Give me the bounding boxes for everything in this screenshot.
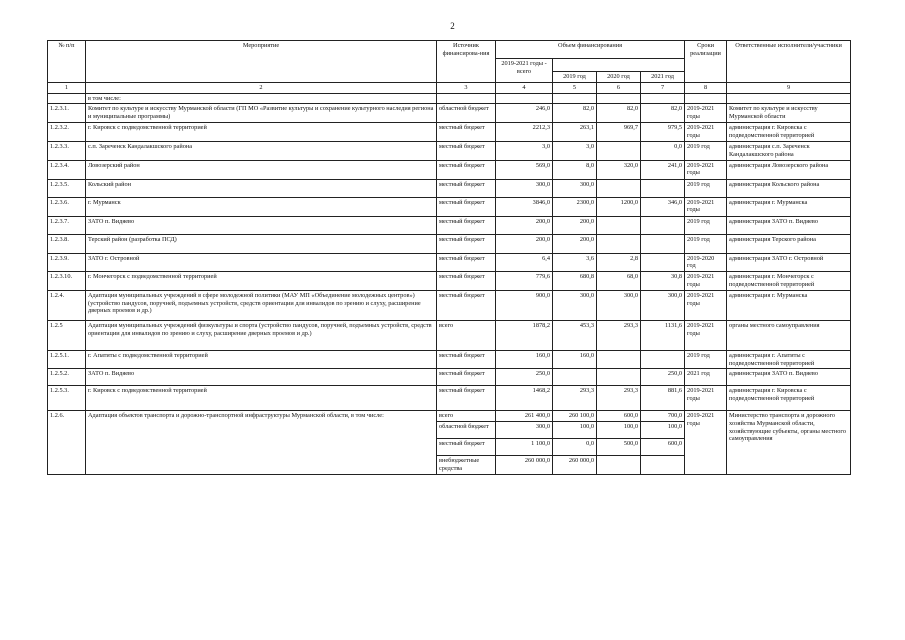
year-2020-cell: [597, 216, 641, 234]
event-cell: ЗАТО п. Видяево: [86, 216, 437, 234]
table-row: [48, 321, 851, 351]
intro-text: в том числе:: [86, 93, 437, 104]
terms-cell: 2019-2020 год: [685, 253, 727, 271]
terms-cell: 2019-2021 годы: [685, 197, 727, 216]
total-cell: 260 000,0: [496, 456, 553, 474]
total-cell: 300,0: [496, 422, 553, 439]
year-2021-cell: [641, 216, 685, 234]
num-cell: 1.2.5.3.: [48, 386, 86, 411]
source-cell: местный бюджет: [437, 386, 496, 411]
year-2019-cell: 3,6: [553, 253, 597, 271]
year-2021-cell: [641, 351, 685, 369]
year-2019-cell: 300,0: [553, 179, 597, 197]
table-row: [48, 291, 851, 321]
event-cell: г. Апатиты с подведомственной территорией: [86, 351, 437, 369]
event-cell: г. Кировск с подведомственной территорией: [86, 123, 437, 142]
terms-cell: 2019 год: [685, 216, 727, 234]
year-2021-cell: 82,0: [641, 104, 685, 123]
year-2021-cell: 300,0: [641, 291, 685, 321]
year-2020-cell: 2,8: [597, 253, 641, 271]
source-cell: местный бюджет: [437, 291, 496, 321]
year-2019-cell: 82,0: [553, 104, 597, 123]
source-cell: местный бюджет: [437, 179, 496, 197]
responsible-cell: администрация г. Кировска с подведомственной территорией: [727, 123, 851, 142]
table-row: [48, 160, 851, 179]
year-2020-cell: [597, 351, 641, 369]
year-2019-cell: 200,0: [553, 216, 597, 234]
colnum: 3: [437, 83, 496, 94]
total-cell: 3846,0: [496, 197, 553, 216]
source-cell: местный бюджет: [437, 272, 496, 291]
event-cell: Терский район (разработка ПСД): [86, 234, 437, 253]
table-row: [48, 216, 851, 234]
year-2019-cell: 453,3: [553, 321, 597, 351]
terms-cell: 2019-2021 годы: [685, 272, 727, 291]
responsible-cell: администрация Терского района: [727, 234, 851, 253]
event-cell: Адаптация муниципальных учреждений в сфере молодежной политики (МАУ МП «Объединение молодежных центров») (устройство пандусов, поручней, подъемных устройств, средств ориентации для инвалидов по зрению и слуху, расширение дверных проемов и др.): [86, 291, 437, 321]
num-cell: 1.2.3.6.: [48, 197, 86, 216]
responsible-cell: Комитет по культуре и искусству Мурманской области: [727, 104, 851, 123]
table-row: [48, 142, 851, 160]
year-2019-cell: 0,0: [553, 439, 597, 456]
year-2021-cell: 241,0: [641, 160, 685, 179]
year-2019-cell: 260 100,0: [553, 411, 597, 422]
responsible-cell: администрация г. Кировска с подведомственной территорией: [727, 386, 851, 411]
num-cell: 1.2.3.7.: [48, 216, 86, 234]
source-cell: местный бюджет: [437, 369, 496, 386]
financing-table: [47, 40, 851, 475]
event-cell: г. Кировск с подведомственной территорией: [86, 386, 437, 411]
event-cell: Ловозерский район: [86, 160, 437, 179]
terms-cell: 2019-2021 годы: [685, 160, 727, 179]
year-2021-cell: 1131,6: [641, 321, 685, 351]
colnum: 4: [496, 83, 553, 94]
source-cell: местный бюджет: [437, 216, 496, 234]
event-cell: Комитет по культуре и искусству Мурманской области (ГП МО «Развитие культуры и сохранение культурного наследия региона и муниципальные программы): [86, 104, 437, 123]
num-cell: 1.2.3.5.: [48, 179, 86, 197]
source-cell: областной бюджет: [437, 422, 496, 439]
total-cell: 261 400,0: [496, 411, 553, 422]
num-cell: 1.2.3.8.: [48, 234, 86, 253]
event-cell: Адаптация объектов транспорта и дорожно-транспортной инфраструктуры Мурманской области, в том числе:: [86, 411, 437, 474]
total-cell: 3,0: [496, 142, 553, 160]
source-cell: внебюджетные средства: [437, 456, 496, 474]
header-year-2019: 2019 год: [553, 72, 597, 83]
year-2020-cell: 969,7: [597, 123, 641, 142]
total-cell: 1468,2: [496, 386, 553, 411]
source-cell: местный бюджет: [437, 253, 496, 271]
year-2020-cell: [597, 142, 641, 160]
terms-cell: 2019-2021 годы: [685, 411, 727, 474]
responsible-cell: администрация Ловозерского района: [727, 160, 851, 179]
num-cell: 1.2.3.1.: [48, 104, 86, 123]
year-2020-cell: [597, 234, 641, 253]
responsible-cell: администрация ЗАТО г. Островной: [727, 253, 851, 271]
num-cell: 1.2.5.1.: [48, 351, 86, 369]
table-row: [48, 351, 851, 369]
num-cell: 1.2.5.2.: [48, 369, 86, 386]
event-cell: с.п. Зареченск Кандалакшского района: [86, 142, 437, 160]
year-2021-cell: [641, 234, 685, 253]
responsible-cell: администрация г. Мурманска: [727, 291, 851, 321]
source-cell: областной бюджет: [437, 104, 496, 123]
year-2021-cell: 30,8: [641, 272, 685, 291]
year-2019-cell: 263,1: [553, 123, 597, 142]
responsible-cell: Министерство транспорта и дорожного хозяйства Мурманской области, хозяйствующие субъекты, органы местного самоуправления: [727, 411, 851, 474]
header-year-2021: 2021 год: [641, 72, 685, 83]
event-cell: г. Мурманск: [86, 197, 437, 216]
year-2019-cell: 260 000,0: [553, 456, 597, 474]
responsible-cell: администрация г. Апатиты с подведомственной территорией: [727, 351, 851, 369]
colnum: 9: [727, 83, 851, 94]
responsible-cell: администрация ЗАТО п. Видяево: [727, 216, 851, 234]
terms-cell: 2019 год: [685, 142, 727, 160]
terms-cell: 2019-2021 годы: [685, 386, 727, 411]
total-cell: 1 100,0: [496, 439, 553, 456]
year-2020-cell: 293,3: [597, 386, 641, 411]
year-2020-cell: 100,0: [597, 422, 641, 439]
year-2019-cell: 680,8: [553, 272, 597, 291]
year-2021-cell: 979,5: [641, 123, 685, 142]
total-cell: 2212,3: [496, 123, 553, 142]
source-cell: местный бюджет: [437, 197, 496, 216]
terms-cell: 2019 год: [685, 351, 727, 369]
responsible-cell: администрация с.п. Зареченск Кандалакшского района: [727, 142, 851, 160]
header-years-spacer: [553, 59, 685, 72]
num-cell: 1.2.3.4.: [48, 160, 86, 179]
year-2021-cell: 250,0: [641, 369, 685, 386]
num-cell: 1.2.3.9.: [48, 253, 86, 271]
year-2020-cell: [597, 456, 641, 474]
source-cell: местный бюджет: [437, 439, 496, 456]
year-2021-cell: [641, 456, 685, 474]
num-cell: 1.2.6.: [48, 411, 86, 474]
table-row: [48, 386, 851, 411]
table-row: [48, 123, 851, 142]
responsible-cell: администрация г. Мончегорск с подведомственной территорией: [727, 272, 851, 291]
colnum: 8: [685, 83, 727, 94]
source-cell: местный бюджет: [437, 123, 496, 142]
year-2020-cell: 300,0: [597, 291, 641, 321]
table-row: [48, 253, 851, 271]
year-2019-cell: 8,0: [553, 160, 597, 179]
total-cell: 160,0: [496, 351, 553, 369]
source-cell: местный бюджет: [437, 160, 496, 179]
event-cell: ЗАТО п. Видяево: [86, 369, 437, 386]
year-2021-cell: [641, 253, 685, 271]
num-cell: 1.2.3.3.: [48, 142, 86, 160]
year-2020-cell: [597, 369, 641, 386]
total-cell: 200,0: [496, 216, 553, 234]
year-2021-cell: 0,0: [641, 142, 685, 160]
header-source: Источник финансирова-ния: [437, 41, 496, 83]
total-cell: 300,0: [496, 179, 553, 197]
event-cell: ЗАТО г. Островной: [86, 253, 437, 271]
year-2020-cell: 600,0: [597, 411, 641, 422]
total-cell: 900,0: [496, 291, 553, 321]
num-cell: 1.2.5: [48, 321, 86, 351]
year-2021-cell: 100,0: [641, 422, 685, 439]
year-2019-cell: 2300,0: [553, 197, 597, 216]
year-2021-cell: 700,0: [641, 411, 685, 422]
year-2019-cell: 300,0: [553, 291, 597, 321]
table-row: [48, 234, 851, 253]
event-cell: Адаптация муниципальных учреждений физкультуры и спорта (устройство пандусов, поручней, подъемных устройств, средств ориентации для инвалидов по зрению и слуху, расширение дверных проемов и др.): [86, 321, 437, 351]
table-row: [48, 369, 851, 386]
event-cell: Кольский район: [86, 179, 437, 197]
responsible-cell: администрация ЗАТО п. Видяево: [727, 369, 851, 386]
year-2021-cell: [641, 179, 685, 197]
total-cell: 246,0: [496, 104, 553, 123]
year-2019-cell: 160,0: [553, 351, 597, 369]
terms-cell: 2019-2021 годы: [685, 291, 727, 321]
responsible-cell: администрация г. Мурманска: [727, 197, 851, 216]
num-cell: 1.2.3.10.: [48, 272, 86, 291]
terms-cell: 2019-2021 годы: [685, 104, 727, 123]
table-row: [48, 272, 851, 291]
total-cell: 200,0: [496, 234, 553, 253]
intro-row: [48, 93, 851, 104]
header-year-2020: 2020 год: [597, 72, 641, 83]
year-2020-cell: 293,3: [597, 321, 641, 351]
year-2019-cell: [553, 369, 597, 386]
header-row: [48, 41, 851, 59]
terms-cell: 2019 год: [685, 234, 727, 253]
total-cell: 569,0: [496, 160, 553, 179]
source-cell: местный бюджет: [437, 351, 496, 369]
page-number: 2: [450, 21, 455, 31]
total-cell: 1878,2: [496, 321, 553, 351]
year-2019-cell: 100,0: [553, 422, 597, 439]
table-row: [48, 104, 851, 123]
year-2020-cell: 500,0: [597, 439, 641, 456]
header-total: 2019-2021 годы - всего: [496, 59, 553, 83]
terms-cell: 2019-2021 годы: [685, 123, 727, 142]
total-cell: 779,6: [496, 272, 553, 291]
year-2020-cell: 320,0: [597, 160, 641, 179]
year-2020-cell: 68,0: [597, 272, 641, 291]
header-volume: Объем финансирования: [496, 41, 685, 59]
year-2019-cell: 200,0: [553, 234, 597, 253]
source-cell: местный бюджет: [437, 234, 496, 253]
year-2021-cell: 600,0: [641, 439, 685, 456]
colnum: 2: [86, 83, 437, 94]
colnum: 7: [641, 83, 685, 94]
year-2020-cell: 82,0: [597, 104, 641, 123]
terms-cell: 2021 год: [685, 369, 727, 386]
source-cell: всего: [437, 411, 496, 422]
colnum: 5: [553, 83, 597, 94]
num-cell: 1.2.3.2.: [48, 123, 86, 142]
year-2019-cell: 293,3: [553, 386, 597, 411]
year-2020-cell: 1200,0: [597, 197, 641, 216]
colnum: 6: [597, 83, 641, 94]
year-2020-cell: [597, 179, 641, 197]
header-num: № п/п: [48, 41, 86, 83]
colnum: 1: [48, 83, 86, 94]
source-cell: местный бюджет: [437, 142, 496, 160]
table-row: [48, 179, 851, 197]
year-2021-cell: 881,6: [641, 386, 685, 411]
header-event: Мероприятие: [86, 41, 437, 83]
header-terms: Сроки реализации: [685, 41, 727, 83]
num-cell: 1.2.4.: [48, 291, 86, 321]
total-cell: 6,4: [496, 253, 553, 271]
table-row: [48, 197, 851, 216]
source-cell: всего: [437, 321, 496, 351]
terms-cell: 2019 год: [685, 179, 727, 197]
table-row: [48, 411, 851, 422]
total-cell: 250,0: [496, 369, 553, 386]
year-2021-cell: 346,0: [641, 197, 685, 216]
year-2019-cell: 3,0: [553, 142, 597, 160]
header-responsible: Ответственные исполнители/участники: [727, 41, 851, 83]
terms-cell: 2019-2021 годы: [685, 321, 727, 351]
event-cell: г. Мончегорск с подведомственной территорией: [86, 272, 437, 291]
responsible-cell: администрация Кольского района: [727, 179, 851, 197]
responsible-cell: органы местного самоуправления: [727, 321, 851, 351]
column-number-row: [48, 83, 851, 94]
